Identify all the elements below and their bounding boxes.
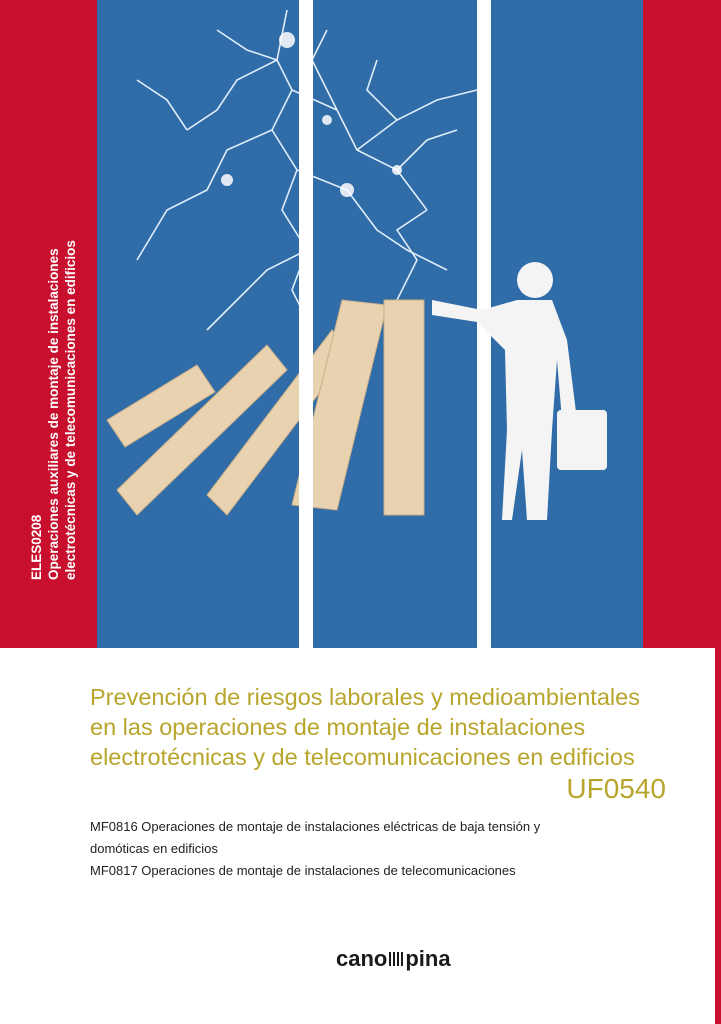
book-title xyxy=(90,682,680,772)
spine xyxy=(24,60,96,580)
spine-title-line-2: electrotécnicas y de telecomunicaciones en edificios xyxy=(63,240,78,580)
publisher-logo xyxy=(336,946,451,972)
module-line-2: domóticas en edificios xyxy=(90,841,218,856)
title-line-1: Prevención de riesgos laborales y medioambientales xyxy=(90,684,640,710)
spine-text xyxy=(24,60,100,580)
module-list xyxy=(90,816,650,882)
title-line-2: en las operaciones de montaje de instalaciones xyxy=(90,714,586,740)
module-line-3: MF0817 Operaciones de montaje de instalaciones de telecomunicaciones xyxy=(90,863,516,878)
cover-photo xyxy=(97,0,643,648)
publisher-mark-icon xyxy=(389,952,403,966)
spine-title-line-1: Operaciones auxiliares de montaje de instalaciones xyxy=(46,248,61,580)
title-line-3: electrotécnicas y de telecomunicaciones en edificios xyxy=(90,744,635,770)
publisher-name-right: pina xyxy=(405,946,451,971)
publisher-name-left: cano xyxy=(336,946,388,971)
domino-lightning-illustration xyxy=(97,0,643,648)
unit-code: UF0540 xyxy=(566,773,666,804)
spine-code: ELES0208 xyxy=(29,514,44,580)
module-line-1: MF0816 Operaciones de montaje de instalaciones eléctricas de baja tensión y xyxy=(90,819,541,834)
